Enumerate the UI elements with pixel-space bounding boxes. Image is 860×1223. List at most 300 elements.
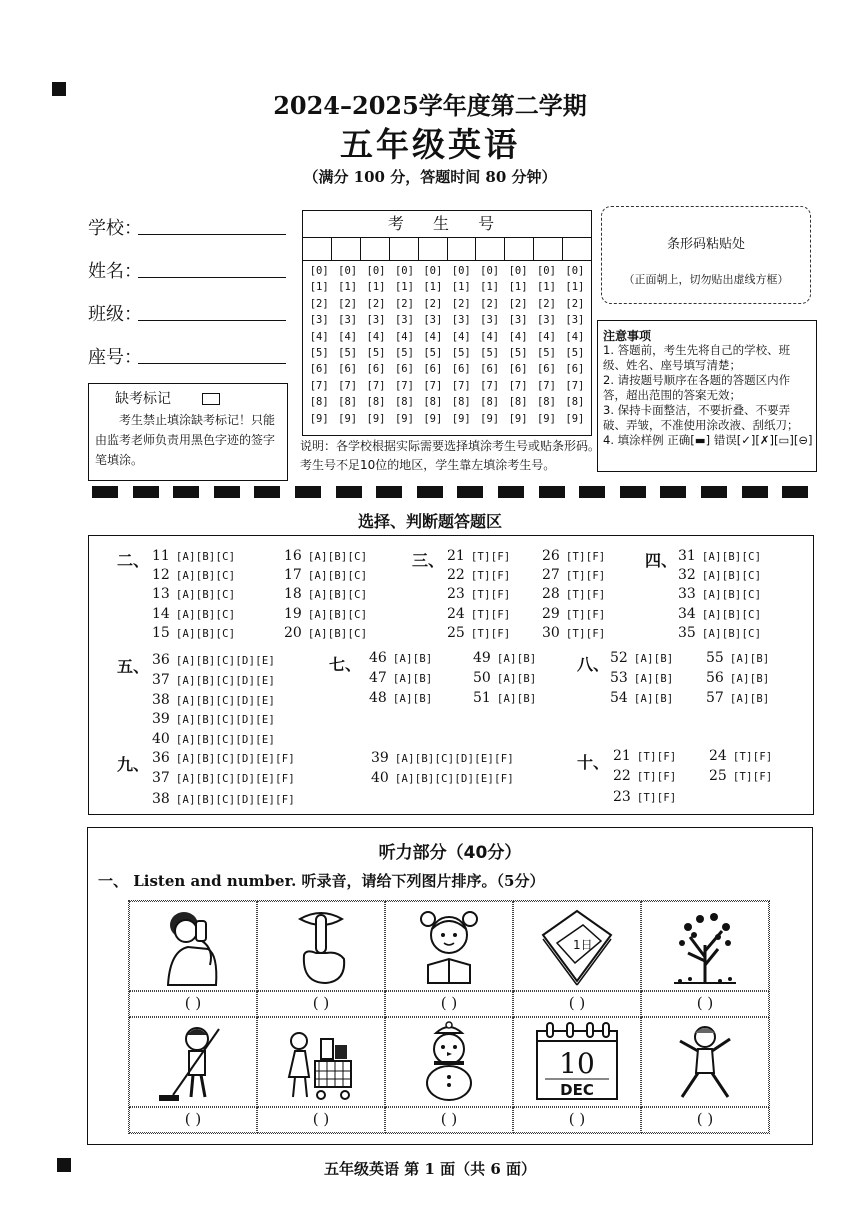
digit-bubble[interactable]: [7]	[338, 379, 358, 392]
answer-parentheses[interactable]: ( )	[129, 1107, 257, 1133]
digit-bubble[interactable]: [7]	[366, 379, 386, 392]
digit-bubble[interactable]: [8]	[508, 396, 528, 409]
digit-bubble[interactable]: [6]	[366, 363, 386, 376]
answer-bubbles[interactable]: [A][B][C]	[175, 551, 236, 563]
question-item[interactable]	[678, 606, 761, 622]
digit-bubble[interactable]: [9]	[451, 412, 471, 425]
digit-bubble[interactable]: [8]	[451, 396, 471, 409]
question-item[interactable]	[706, 670, 770, 686]
question-item[interactable]	[152, 731, 275, 747]
answer-bubbles[interactable]: [T][F]	[565, 608, 606, 621]
seat-label: 座号：	[88, 347, 142, 368]
answer-bubbles[interactable]: [A][B][C]	[175, 589, 236, 602]
finger-quiet-icon	[257, 901, 385, 991]
question-item[interactable]	[284, 606, 367, 622]
barcode-area	[601, 206, 811, 304]
question-item[interactable]	[152, 652, 275, 668]
question-item[interactable]	[284, 567, 367, 583]
digit-bubble[interactable]: [3]	[366, 314, 386, 327]
answer-bubbles[interactable]: [A][B]	[496, 672, 537, 685]
digit-bubble[interactable]: [7]	[423, 379, 443, 392]
notice-item: 1. 答题前，考生先将自己的学校、班级、姓名、座号填写清楚；	[603, 343, 791, 372]
answer-bubbles[interactable]: [T][F]	[732, 751, 773, 763]
digit-bubble[interactable]: [9]	[565, 412, 585, 425]
answer-bubbles[interactable]: [A][B][C]	[701, 570, 762, 583]
boy-mopping-icon	[129, 1017, 257, 1107]
answer-bubbles[interactable]: [A][B]	[496, 653, 537, 665]
digit-bubble[interactable]: [8]	[394, 396, 414, 409]
digit-bubble[interactable]: [5]	[423, 347, 443, 360]
question-item[interactable]	[613, 789, 677, 805]
digit-bubble[interactable]: [2]	[536, 297, 556, 310]
digit-bubble[interactable]: [8]	[565, 396, 585, 409]
question-number: 21	[613, 748, 631, 764]
school-field[interactable]	[138, 234, 286, 235]
exam-number-cell[interactable]	[448, 238, 477, 260]
exam-info: （满分 100 分，答题时间 80 分钟）	[303, 168, 557, 186]
digit-bubble[interactable]: [1]	[565, 281, 585, 294]
question-item[interactable]	[152, 625, 235, 641]
question-item[interactable]	[152, 770, 295, 786]
digit-bubble[interactable]: [3]	[309, 314, 329, 327]
digit-bubble[interactable]: [4]	[394, 330, 414, 343]
separator-dash	[92, 486, 118, 498]
digit-bubble[interactable]: [1]	[309, 281, 329, 294]
question-number: 22	[613, 768, 631, 785]
answer-bubbles[interactable]: [A][B][C]	[701, 589, 762, 602]
digit-bubble[interactable]: [3]	[565, 314, 585, 327]
digit-bubble[interactable]: [7]	[309, 379, 329, 392]
answer-bubbles[interactable]: [A][B][C][D][E]	[175, 694, 276, 707]
digit-bubble[interactable]: [9]	[423, 412, 443, 425]
question-number: 57	[706, 689, 724, 706]
question-number: 26	[542, 548, 560, 564]
question-item[interactable]	[678, 567, 761, 583]
question-number: 50	[473, 669, 491, 686]
question-item[interactable]	[447, 567, 511, 583]
answer-bubbles[interactable]: [T][F]	[565, 627, 606, 640]
question-number: 52	[610, 650, 628, 666]
notice-list	[603, 343, 813, 448]
digit-bubble[interactable]: [5]	[394, 347, 414, 360]
answer-bubbles[interactable]: [A][B][C]	[701, 551, 762, 563]
digit-bubble[interactable]: [8]	[309, 396, 329, 409]
question-item[interactable]	[678, 625, 761, 641]
question-item[interactable]	[473, 690, 537, 706]
digit-bubble[interactable]: [9]	[480, 412, 500, 425]
answer-bubbles[interactable]: [T][F]	[732, 771, 773, 784]
digit-bubble[interactable]: [9]	[338, 412, 358, 425]
digit-bubble[interactable]: [4]	[565, 330, 585, 343]
digit-bubble[interactable]: [1]	[508, 281, 528, 294]
answer-parentheses[interactable]: ( )	[129, 991, 257, 1017]
girl-reading-icon	[385, 901, 513, 991]
answer-bubbles[interactable]: [T][F]	[470, 570, 511, 583]
digit-bubble[interactable]: [2]	[508, 297, 528, 310]
digit-bubble[interactable]: [2]	[480, 297, 500, 310]
answer-bubbles[interactable]: [T][F]	[636, 791, 677, 804]
exam-digit-column	[532, 263, 560, 427]
question-item[interactable]	[152, 791, 295, 807]
digit-bubble[interactable]: [7]	[536, 379, 556, 392]
digit-bubble[interactable]: [7]	[394, 379, 414, 392]
answer-bubbles[interactable]: [A][B][C][D][E]	[175, 655, 276, 667]
digit-bubble[interactable]: [3]	[394, 314, 414, 327]
exam-number-title: 考 生 号	[303, 211, 591, 238]
question-number: 48	[369, 689, 387, 706]
digit-bubble[interactable]: [2]	[309, 297, 329, 310]
autumn-tree-icon	[641, 901, 769, 991]
answer-bubbles[interactable]: [A][B][C]	[175, 570, 236, 583]
answer-bubbles[interactable]: [A][B][C]	[307, 589, 368, 602]
question-item[interactable]	[447, 606, 511, 622]
question-item[interactable]	[706, 690, 770, 706]
question-item[interactable]	[152, 586, 235, 602]
term-title: 2024–2025学年度第二学期	[273, 91, 587, 120]
digit-bubble[interactable]: [3]	[423, 314, 443, 327]
question-number: 37	[152, 770, 170, 787]
exam-digit-column	[419, 263, 447, 427]
answer-bubbles[interactable]: [T][F]	[565, 589, 606, 602]
question-number: 32	[678, 567, 696, 584]
answer-area	[88, 535, 814, 815]
question-number: 19	[284, 605, 302, 622]
notice-box	[597, 320, 817, 472]
answer-parentheses[interactable]: ( )	[513, 1107, 641, 1133]
question-item[interactable]	[613, 768, 677, 784]
digit-bubble[interactable]: [3]	[480, 314, 500, 327]
question-item[interactable]	[284, 586, 367, 602]
question-number: 25	[447, 624, 465, 641]
digit-bubble[interactable]: [3]	[338, 314, 358, 327]
exam-number-cell[interactable]	[332, 238, 361, 260]
digit-bubble[interactable]: [2]	[394, 297, 414, 310]
answer-bubbles[interactable]: [A][B][C][D][E][F]	[394, 773, 515, 786]
question-number: 47	[369, 669, 387, 686]
answer-bubbles[interactable]: [A][B][C][D][E][F]	[175, 773, 296, 786]
digit-bubble[interactable]: [5]	[338, 347, 358, 360]
answer-bubbles[interactable]: [A][B][C]	[307, 627, 368, 640]
digit-bubble[interactable]: [0]	[536, 265, 556, 277]
digit-bubble[interactable]: [5]	[565, 347, 585, 360]
question-item[interactable]	[152, 606, 235, 622]
question-item[interactable]	[709, 768, 773, 784]
answer-bubbles[interactable]: [A][B][C][D][E]	[175, 714, 276, 727]
digit-bubble[interactable]: [6]	[565, 363, 585, 376]
digit-bubble[interactable]: [6]	[338, 363, 358, 376]
question-item[interactable]	[473, 670, 537, 686]
question-item[interactable]	[447, 586, 511, 602]
answer-bubbles[interactable]: [T][F]	[470, 608, 511, 621]
digit-bubble[interactable]: [0]	[451, 265, 471, 277]
digit-bubble[interactable]: [1]	[451, 281, 471, 294]
question-number: 51	[473, 689, 491, 706]
answer-parentheses[interactable]: ( )	[513, 991, 641, 1017]
digit-bubble[interactable]: [5]	[309, 347, 329, 360]
digit-bubble[interactable]: [6]	[536, 363, 556, 376]
question-number: 36	[152, 652, 170, 668]
answer-bubbles[interactable]: [T][F]	[470, 627, 511, 640]
digit-bubble[interactable]: [0]	[338, 265, 358, 277]
answer-bubbles[interactable]: [A][B]	[633, 692, 674, 705]
answer-area-title: 选择、判断题答题区	[357, 512, 502, 531]
question-item[interactable]	[610, 690, 674, 706]
digit-bubble[interactable]: [6]	[309, 363, 329, 376]
answer-bubbles[interactable]: [T][F]	[565, 551, 606, 563]
barcode-title: 条形码粘贴处	[666, 237, 745, 252]
digit-bubble[interactable]: [6]	[451, 363, 471, 376]
digit-bubble[interactable]: [9]	[366, 412, 386, 425]
exam-number-cell[interactable]	[419, 238, 448, 260]
question-item[interactable]	[542, 548, 606, 564]
digit-bubble[interactable]: [6]	[508, 363, 528, 376]
answer-parentheses[interactable]: ( )	[257, 991, 385, 1017]
absent-mark-box	[88, 383, 288, 481]
exam-digit-column	[561, 263, 589, 427]
answer-bubbles[interactable]: [A][B][C]	[307, 608, 368, 621]
answer-bubbles[interactable]: [T][F]	[470, 589, 511, 602]
question-item[interactable]	[542, 567, 606, 583]
digit-bubble[interactable]: [5]	[536, 347, 556, 360]
absent-checkbox[interactable]	[202, 393, 220, 405]
question-item[interactable]	[447, 625, 511, 641]
digit-bubble[interactable]: [0]	[309, 265, 329, 277]
digit-bubble[interactable]: [1]	[423, 281, 443, 294]
question-item[interactable]	[542, 606, 606, 622]
separator-dash	[742, 486, 768, 498]
question-item[interactable]	[152, 750, 295, 766]
subject-title: 五年级英语	[340, 125, 520, 164]
question-item[interactable]	[706, 650, 770, 666]
answer-bubbles[interactable]: [A][B]	[729, 692, 770, 705]
digit-bubble[interactable]: [4]	[423, 330, 443, 343]
digit-bubble[interactable]: [4]	[480, 330, 500, 343]
answer-bubbles[interactable]: [A][B]	[392, 692, 433, 705]
exam-number-cell[interactable]	[361, 238, 390, 260]
answer-bubbles[interactable]: [T][F]	[565, 570, 606, 583]
answer-bubbles[interactable]: [A][B][C][D][E][F]	[175, 753, 296, 765]
question-number: 46	[369, 650, 387, 666]
exam-digit-column	[447, 263, 475, 427]
separator-dash	[539, 486, 565, 498]
digit-bubble[interactable]: [1]	[366, 281, 386, 294]
separator-dash	[498, 486, 524, 498]
exam-number-cell[interactable]	[505, 238, 534, 260]
question-item[interactable]	[610, 650, 674, 666]
question-item[interactable]	[473, 650, 537, 666]
question-item[interactable]	[152, 672, 275, 688]
digit-bubble[interactable]: [7]	[565, 379, 585, 392]
digit-bubble[interactable]: [4]	[366, 330, 386, 343]
question-item[interactable]	[369, 650, 433, 666]
digit-bubble[interactable]: [9]	[309, 412, 329, 425]
answer-bubbles[interactable]: [A][B][C][D][E][F]	[175, 793, 296, 806]
digit-bubble[interactable]: [2]	[565, 297, 585, 310]
question-item[interactable]	[284, 548, 367, 564]
exam-digit-column	[333, 263, 361, 427]
answer-bubbles[interactable]: [A][B][C][D][E][F]	[394, 753, 515, 765]
question-number: 23	[447, 586, 465, 603]
question-item[interactable]	[152, 692, 275, 708]
question-item[interactable]	[610, 670, 674, 686]
digit-bubble[interactable]: [3]	[451, 314, 471, 327]
question-item[interactable]	[284, 625, 367, 641]
question-number: 49	[473, 650, 491, 666]
digit-bubble[interactable]: [2]	[366, 297, 386, 310]
digit-bubble[interactable]: [2]	[423, 297, 443, 310]
answer-bubbles[interactable]: [A][B]	[496, 692, 537, 705]
question-item[interactable]	[613, 748, 677, 764]
question-item[interactable]	[152, 548, 235, 564]
digit-bubble[interactable]: [7]	[451, 379, 471, 392]
answer-parentheses[interactable]: ( )	[385, 1107, 513, 1133]
notice-item: 2. 请按题号顺序在各题的答题区内作答，超出范围的答案无效；	[603, 373, 791, 402]
digit-bubble[interactable]: [0]	[480, 265, 500, 277]
digit-bubble[interactable]: [5]	[451, 347, 471, 360]
digit-bubble[interactable]: [0]	[423, 265, 443, 277]
answer-bubbles[interactable]: [T][F]	[470, 551, 511, 563]
seat-field[interactable]	[138, 363, 286, 364]
exam-number-grid	[302, 210, 592, 436]
digit-bubble[interactable]: [6]	[423, 363, 443, 376]
digit-bubble[interactable]: [8]	[423, 396, 443, 409]
exam-number-cell[interactable]	[303, 238, 332, 260]
exam-number-cell[interactable]	[534, 238, 563, 260]
digit-bubble[interactable]: [5]	[480, 347, 500, 360]
question-number: 13	[152, 586, 170, 603]
answer-bubbles[interactable]: [A][B][C]	[701, 608, 762, 621]
answer-bubbles[interactable]: [A][B]	[633, 653, 674, 665]
question-item[interactable]	[542, 625, 606, 641]
digit-bubble[interactable]: [9]	[394, 412, 414, 425]
question-item[interactable]	[152, 711, 275, 727]
digit-bubble[interactable]: [2]	[451, 297, 471, 310]
section-label: 八、	[577, 655, 610, 674]
digit-bubble[interactable]: [7]	[480, 379, 500, 392]
question-number: 39	[371, 750, 389, 766]
digit-bubble[interactable]: [6]	[394, 363, 414, 376]
exam-number-write-row[interactable]	[303, 238, 591, 261]
listening-title: 听力部分（40分）	[378, 843, 522, 863]
question-item[interactable]	[371, 770, 514, 786]
question-number: 17	[284, 567, 302, 584]
answer-bubbles[interactable]: [A][B][C][D][E]	[175, 734, 276, 747]
digit-bubble[interactable]: [1]	[338, 281, 358, 294]
answer-bubbles[interactable]: [A][B][C]	[307, 570, 368, 583]
section-label: 五、	[117, 657, 150, 676]
answer-bubbles[interactable]: [A][B]	[729, 672, 770, 685]
question-number: 31	[678, 548, 696, 564]
digit-bubble[interactable]: [8]	[480, 396, 500, 409]
exam-number-cell[interactable]	[476, 238, 505, 260]
question-number: 20	[284, 624, 302, 641]
svg-text:1日: 1日	[573, 938, 593, 952]
question-number: 24	[709, 748, 727, 764]
digit-bubble[interactable]: [4]	[309, 330, 329, 343]
digit-bubble[interactable]: [9]	[508, 412, 528, 425]
question-item[interactable]	[369, 670, 433, 686]
digit-bubble[interactable]: [5]	[366, 347, 386, 360]
digit-bubble[interactable]: [3]	[536, 314, 556, 327]
digit-bubble[interactable]: [5]	[508, 347, 528, 360]
digit-bubble[interactable]: [3]	[508, 314, 528, 327]
question-item[interactable]	[369, 690, 433, 706]
question-item[interactable]	[678, 548, 761, 564]
svg-text:10: 10	[559, 1047, 595, 1080]
answer-bubbles[interactable]: [T][F]	[636, 771, 677, 784]
question-item[interactable]	[542, 586, 606, 602]
answer-bubbles[interactable]: [A][B][C]	[175, 608, 236, 621]
answer-bubbles[interactable]: [A][B]	[729, 653, 770, 665]
svg-text:DEC: DEC	[560, 1081, 594, 1099]
question-item[interactable]	[152, 567, 235, 583]
digit-bubble[interactable]: [7]	[508, 379, 528, 392]
answer-bubbles[interactable]: [T][F]	[636, 751, 677, 763]
digit-bubble[interactable]: [8]	[338, 396, 358, 409]
digit-bubble[interactable]: [9]	[536, 412, 556, 425]
answer-bubbles[interactable]: [A][B][C]	[701, 627, 762, 640]
question-number: 54	[610, 689, 628, 706]
exam-digit-column	[390, 263, 418, 427]
question-item[interactable]	[709, 748, 773, 764]
exam-number-cell[interactable]	[563, 238, 591, 260]
digit-bubble[interactable]: [8]	[536, 396, 556, 409]
question-number: 36	[152, 750, 170, 766]
answer-parentheses[interactable]: ( )	[257, 1107, 385, 1133]
digit-bubble[interactable]: [4]	[338, 330, 358, 343]
answer-bubbles[interactable]: [A][B]	[633, 672, 674, 685]
separator-dash	[133, 486, 159, 498]
answer-parentheses[interactable]: ( )	[641, 1107, 769, 1133]
digit-bubble[interactable]: [0]	[394, 265, 414, 277]
answer-bubbles[interactable]: [A][B]	[392, 653, 433, 665]
question-item[interactable]	[678, 586, 761, 602]
digit-bubble[interactable]: [2]	[338, 297, 358, 310]
question-number: 38	[152, 790, 170, 807]
separator-dash	[173, 486, 199, 498]
answer-parentheses[interactable]: ( )	[641, 991, 769, 1017]
answer-parentheses[interactable]: ( )	[385, 991, 513, 1017]
exam-number-cell[interactable]	[390, 238, 419, 260]
separator-dash	[660, 486, 686, 498]
exam-number-bubbles[interactable]	[303, 261, 591, 427]
digit-bubble[interactable]: [4]	[508, 330, 528, 343]
digit-bubble[interactable]: [8]	[366, 396, 386, 409]
notice-item: 4. 填涂样例 正确[▬] 错误[✓][✗][▭][⊖]	[603, 433, 813, 447]
digit-bubble[interactable]: [0]	[366, 265, 386, 277]
barcode-note: （正面朝上，切勿贴出虚线方框）	[623, 273, 789, 286]
question-item[interactable]	[447, 548, 511, 564]
digit-bubble[interactable]: [1]	[480, 281, 500, 294]
digit-bubble[interactable]: [1]	[536, 281, 556, 294]
digit-bubble[interactable]: [4]	[536, 330, 556, 343]
answer-bubbles[interactable]: [A][B][C]	[175, 627, 236, 640]
name-field[interactable]	[138, 277, 286, 278]
answer-bubbles[interactable]: [A][B]	[392, 672, 433, 685]
digit-bubble[interactable]: [0]	[508, 265, 528, 277]
class-field[interactable]	[138, 320, 286, 321]
digit-bubble[interactable]: [0]	[565, 265, 585, 277]
question-number: 21	[447, 548, 465, 564]
digit-bubble[interactable]: [6]	[480, 363, 500, 376]
question-item[interactable]	[371, 750, 514, 766]
shopping-cart-icon	[257, 1017, 385, 1107]
digit-bubble[interactable]: [1]	[394, 281, 414, 294]
digit-bubble[interactable]: [4]	[451, 330, 471, 343]
part1-instruction: 一、 Listen and number. 听录音，请给下列图片排序。（5分）	[98, 872, 545, 890]
answer-bubbles[interactable]: [A][B][C]	[307, 551, 368, 563]
answer-bubbles[interactable]: [A][B][C][D][E]	[175, 674, 276, 687]
